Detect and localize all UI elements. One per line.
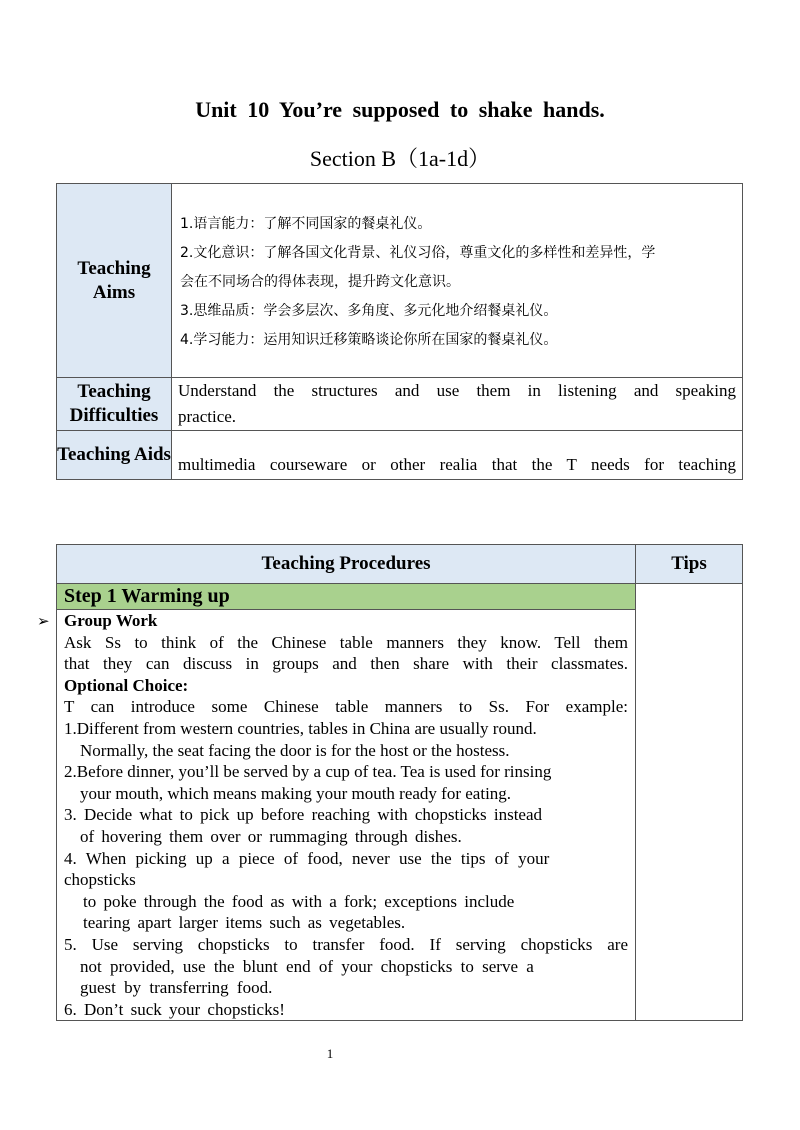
step1-content [57, 610, 636, 1021]
teaching-aims-content [172, 184, 743, 378]
manner-line: guest by transferring food. [80, 978, 273, 998]
group-work-line: that they can discuss in groups and then share with their classmates. [64, 654, 628, 674]
page-number: 1 [326, 1046, 334, 1061]
step1-title: Step 1 Warming up [57, 584, 636, 610]
teaching-aims-label: Teaching Aims [57, 184, 172, 378]
bullet-arrow-icon: ➢ [37, 612, 50, 630]
aim-line: 会在不同场合的得体表现，提升跨文化意识。 [180, 274, 460, 290]
optional-choice-label: Optional Choice: [64, 675, 189, 695]
manner-line: 1.Different from western countries, tables in China are usually round. [64, 718, 537, 738]
document-title: Unit 10 You’re supposed to shake hands. [195, 97, 605, 122]
tips-header: Tips [636, 545, 743, 584]
aim-line: 1.语言能力：了解不同国家的餐桌礼仪。 [180, 216, 432, 232]
aim-line: 2.文化意识：了解各国文化背景、礼仪习俗，尊重文化的多样性和差异性，学 [180, 245, 656, 261]
teaching-aids-label: Teaching Aids [57, 431, 172, 480]
manner-line: 5. Use serving chopsticks to transfer food. If serving chopsticks are [64, 934, 628, 954]
group-work-line: Ask Ss to think of the Chinese table manners they know. Tell them [64, 632, 628, 652]
manner-line: Normally, the seat facing the door is for the host or the hostess. [80, 740, 510, 760]
intro-line: T can introduce some Chinese table manners to Ss. For example: [64, 697, 628, 717]
manner-line: tearing apart larger items such as vegetables. [83, 913, 406, 933]
difficulties-line: Understand the structures and use them in listening and speaking [178, 381, 736, 400]
group-work-label: Group Work [64, 611, 158, 630]
section-subtitle: Section B（1a-1d） [309, 146, 491, 171]
manner-line: 6. Don’t suck your chopsticks! [64, 999, 285, 1019]
manner-line: 2.Before dinner, you’ll be served by a cup of tea. Tea is used for rinsing [64, 762, 552, 782]
manner-line: chopsticks [64, 870, 136, 890]
teaching-info-table [56, 183, 743, 480]
aim-line: 4.学习能力：运用知识迁移策略谈论你所在国家的餐桌礼仪。 [180, 332, 558, 348]
procedures-header: Teaching Procedures [57, 545, 636, 584]
manner-line: of hovering them over or rummaging through dishes. [80, 826, 462, 846]
manner-line: to poke through the food as with a fork; exceptions include [83, 891, 515, 911]
teaching-procedures-table [56, 544, 743, 1021]
tips-cell [636, 584, 743, 1021]
teaching-difficulties-content [172, 378, 743, 431]
manner-line: 4. When picking up a piece of food, never use the tips of your [64, 848, 550, 868]
teaching-difficulties-label: Teaching Difficulties [57, 378, 172, 431]
aim-line: 3.思维品质：学会多层次、多角度、多元化地介绍餐桌礼仪。 [180, 303, 558, 319]
manner-line: 3. Decide what to pick up before reaching with chopsticks instead [64, 805, 543, 825]
manner-line: not provided, use the blunt end of your chopsticks to serve a [80, 956, 534, 976]
manner-line: your mouth, which means making your mouth ready for eating. [80, 783, 512, 803]
teaching-aids-content: multimedia courseware or other realia that the T needs for teaching [172, 431, 743, 480]
difficulties-line: practice. [178, 407, 237, 426]
